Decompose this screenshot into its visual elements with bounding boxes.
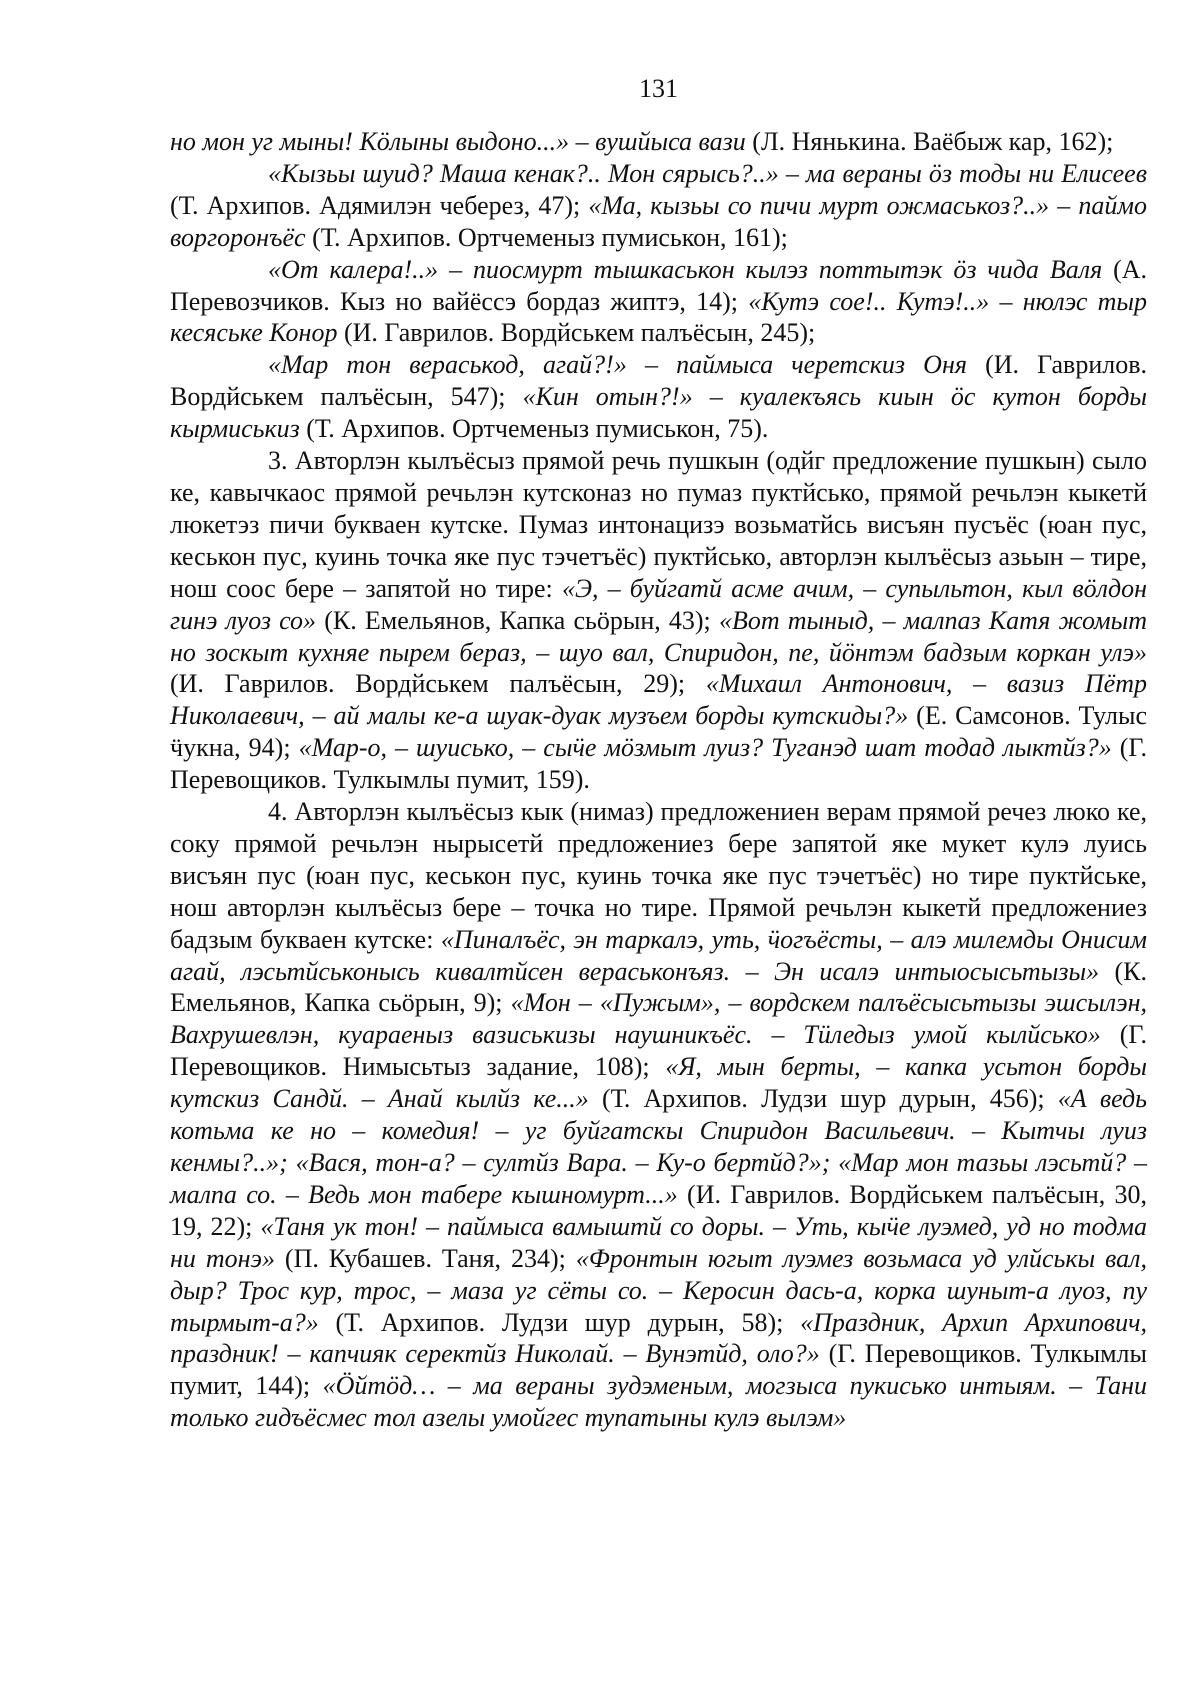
body-text (170, 126, 1147, 1434)
paragraph (170, 158, 1147, 254)
body-text-run: 3. Авторлэн кылъёсыз прямой речь пушкын (одйг предложение пушкын) сыло ке, кавычкаос прямой речьлэн кутсконаз но пумаз пуктйсько, прямой речьлэн кыкетй люкетэз пичи букваен кутске. Пумаз интонацизэ возьматйсь висъян пусъёс (юан пус, кеськон пус, куинь точка яке пус тэчетъёс) пуктйсько, авторлэн кылъёсыз азьын – тире, нош соос бере – запятой но тире: (170, 446, 1147, 603)
paragraph (170, 349, 1147, 445)
example-quote: «Таня ук тон! – паймыса вамыштй со доры. – Уть, кыӵе луэмед, уд но тодма ни тонэ» (170, 1211, 1147, 1273)
paragraph (170, 796, 1147, 1434)
body-text-run: (И. Гаврилов. Вордйськем палъёсын, 30, 19, 22); (170, 1179, 1147, 1241)
example-quote: «От калера!..» – пиосмурт тышкаськон кылэз поттытэк ӧз чида Валя (268, 254, 1103, 284)
example-quote: «Э, – буйгатй асме ачим, – супыльтон, кыл вӧлдон гинэ луоз со» (170, 573, 1147, 635)
document-page (170, 70, 1147, 1434)
body-text-run: (П. Кубашев. Таня, 234); (274, 1243, 576, 1273)
body-text-run: (К. Емельянов, Капка сьӧрын, 9); (170, 956, 1148, 1018)
example-quote: «Кин отын?!» – куалекъясь киын ӧс кутон борды кырмиськиз (170, 382, 1148, 444)
example-quote: «А ведь котьма ке но – комедия! – уг буйгатскы Спиридон Васильевич. – Кытчы луиз кенмы?..»; «Вася, тон-а? – султйз Вара. – Ку-о бертйд?»; «Мар мон тазьы лэсьтй? – малпа со. – Ведь мон табере кышномурт...» (170, 1084, 1147, 1209)
body-text-run: 4. Авторлэн кылъёсыз кык (нимаз) предложениен верам прямой речез люко ке, соку прямой речьлэн нырысетй предложениез бере запятой яке мукет кулэ луись висъян пус (юан пус, кеськон пус, куинь точка яке пус тэчетъёс) но тире пуктйське, нош авторлэн кылъёсыз бере – точка но тире. Прямой речьлэн кыкетй предложениез бадзым букваен кутске: (170, 797, 1147, 954)
body-text-run: (Т. Архипов. Лудзи шур дурын, 456); (588, 1084, 1058, 1114)
body-text-run: (Е. Самсонов. Тулыс ӵукна, 94); (170, 701, 1147, 763)
example-quote: «Кутэ сое!.. Кутэ!..» – нюлэс тыр кесяське Конор (170, 286, 1147, 348)
example-quote: «Мар-о, – шуисько, – сыӵе мӧзмыт луиз? Туганэд шат тодад лыктйз?» (298, 733, 1112, 763)
example-quote: «Я, мын берты, – капка усьтон борды кутскиз Сандй. – Анай кылйз ке...» (170, 1052, 1147, 1114)
paragraph (170, 126, 1147, 158)
paragraph (170, 445, 1147, 796)
example-quote: но мон уг мыны! Кӧлыны выдоно...» – вушйыса вази (170, 127, 746, 156)
body-text-run: (И. Гаврилов. Вордйськем палъёсын, 547); (170, 350, 1147, 412)
body-text-run: (Г. Перевощиков. Тулкымлы пумит, 159). (170, 733, 1148, 795)
body-text-run: (Т. Архипов. Ортчеменыз пумиськон, 161); (305, 222, 788, 252)
example-quote: «Мар тон вераськод, агай?!» – паймыса черетскиз Оня (268, 350, 967, 380)
body-text-run: (Т. Архипов. Адямилэн чеберез, 47); (170, 190, 589, 220)
example-quote: «Праздник, Архип Архипович, праздник! – капчияк серектйз Николай. – Вунэтйд, оло?» (170, 1307, 1147, 1369)
page-number: 131 (639, 74, 678, 103)
body-text-run: (К. Емельянов, Капка сьӧрын, 43); (316, 605, 719, 635)
body-text-run: (А. Перевозчиков. Кыз но вайёссэ бордаз жиптэ, 14); (170, 254, 1148, 316)
example-quote: «Пиналъёс, эн таркалэ, уть, ӵогъёсты, – алэ милемды Онисим агай, лэсьтйськонысь кивалтйсен вераськонъяз. – Эн исалэ интыосысьтызы» (170, 924, 1147, 986)
paragraph (170, 254, 1147, 350)
body-text-run: (Л. Нянькина. Ваёбыж кар, 162); (745, 127, 1114, 156)
body-text-run: (Г. Перевощиков. Нимысьтыз задание, 108); (170, 1020, 1147, 1082)
example-quote: «Мон – «Пужым», – вордскем палъёсысьтызы эшсылэн, Вахрушевлэн, куараеныз вазиськизы наушникъёс. – Тӥледыз умой кылйсько» (170, 988, 1147, 1050)
example-quote: «Михаил Антонович, – вазиз Пётр Николаевич, – ай малы ке-а шуак-дуак музъем борды кутскиды?» (170, 669, 1148, 731)
body-text-run: (Г. Перевощиков. Тулкымлы пумит, 144); (170, 1339, 1147, 1401)
example-quote: «Кызьы шуид? Маша кенак?.. Мон сярысь?..» – ма вераны ӧз тоды ни Елисеев (268, 158, 1147, 188)
body-text-run: (И. Гаврилов. Вордйськем палъёсын, 245); (337, 318, 816, 348)
body-text-run: (Т. Архипов. Лудзи шур дурын, 58); (318, 1307, 801, 1337)
body-text-run: (Т. Архипов. Ортчеменыз пумиськон, 75). (299, 414, 769, 444)
body-text-run: (И. Гаврилов. Вордйськем палъёсын, 29); (170, 669, 706, 699)
example-quote: «Фронтын югыт луэмез возьмаса уд улйськы вал, дыр? Трос кур, трос, – маза уг сёты со. – Керосин дась-а, корка шуныт-а луоз, пу тырмыт-а?» (170, 1243, 1147, 1337)
example-quote: «Ӧйтӧд… – ма вераны зудэменым, могзыса пукисько интыям. – Тани только гидъёсмес тол азелы умойгес тупатыны кулэ вылэм» (170, 1371, 1147, 1433)
example-quote: «Ма, кызьы со пичи мурт ожмаськоз?..» – паймо воргоронъёс (170, 190, 1148, 252)
example-quote: «Вот тыныд, – малпаз Катя жомыт но зоскыт кухняе пырем бераз, – шуо вал, Спиридон, пе, йӧнтэм бадзым коркан улэ» (170, 605, 1147, 667)
